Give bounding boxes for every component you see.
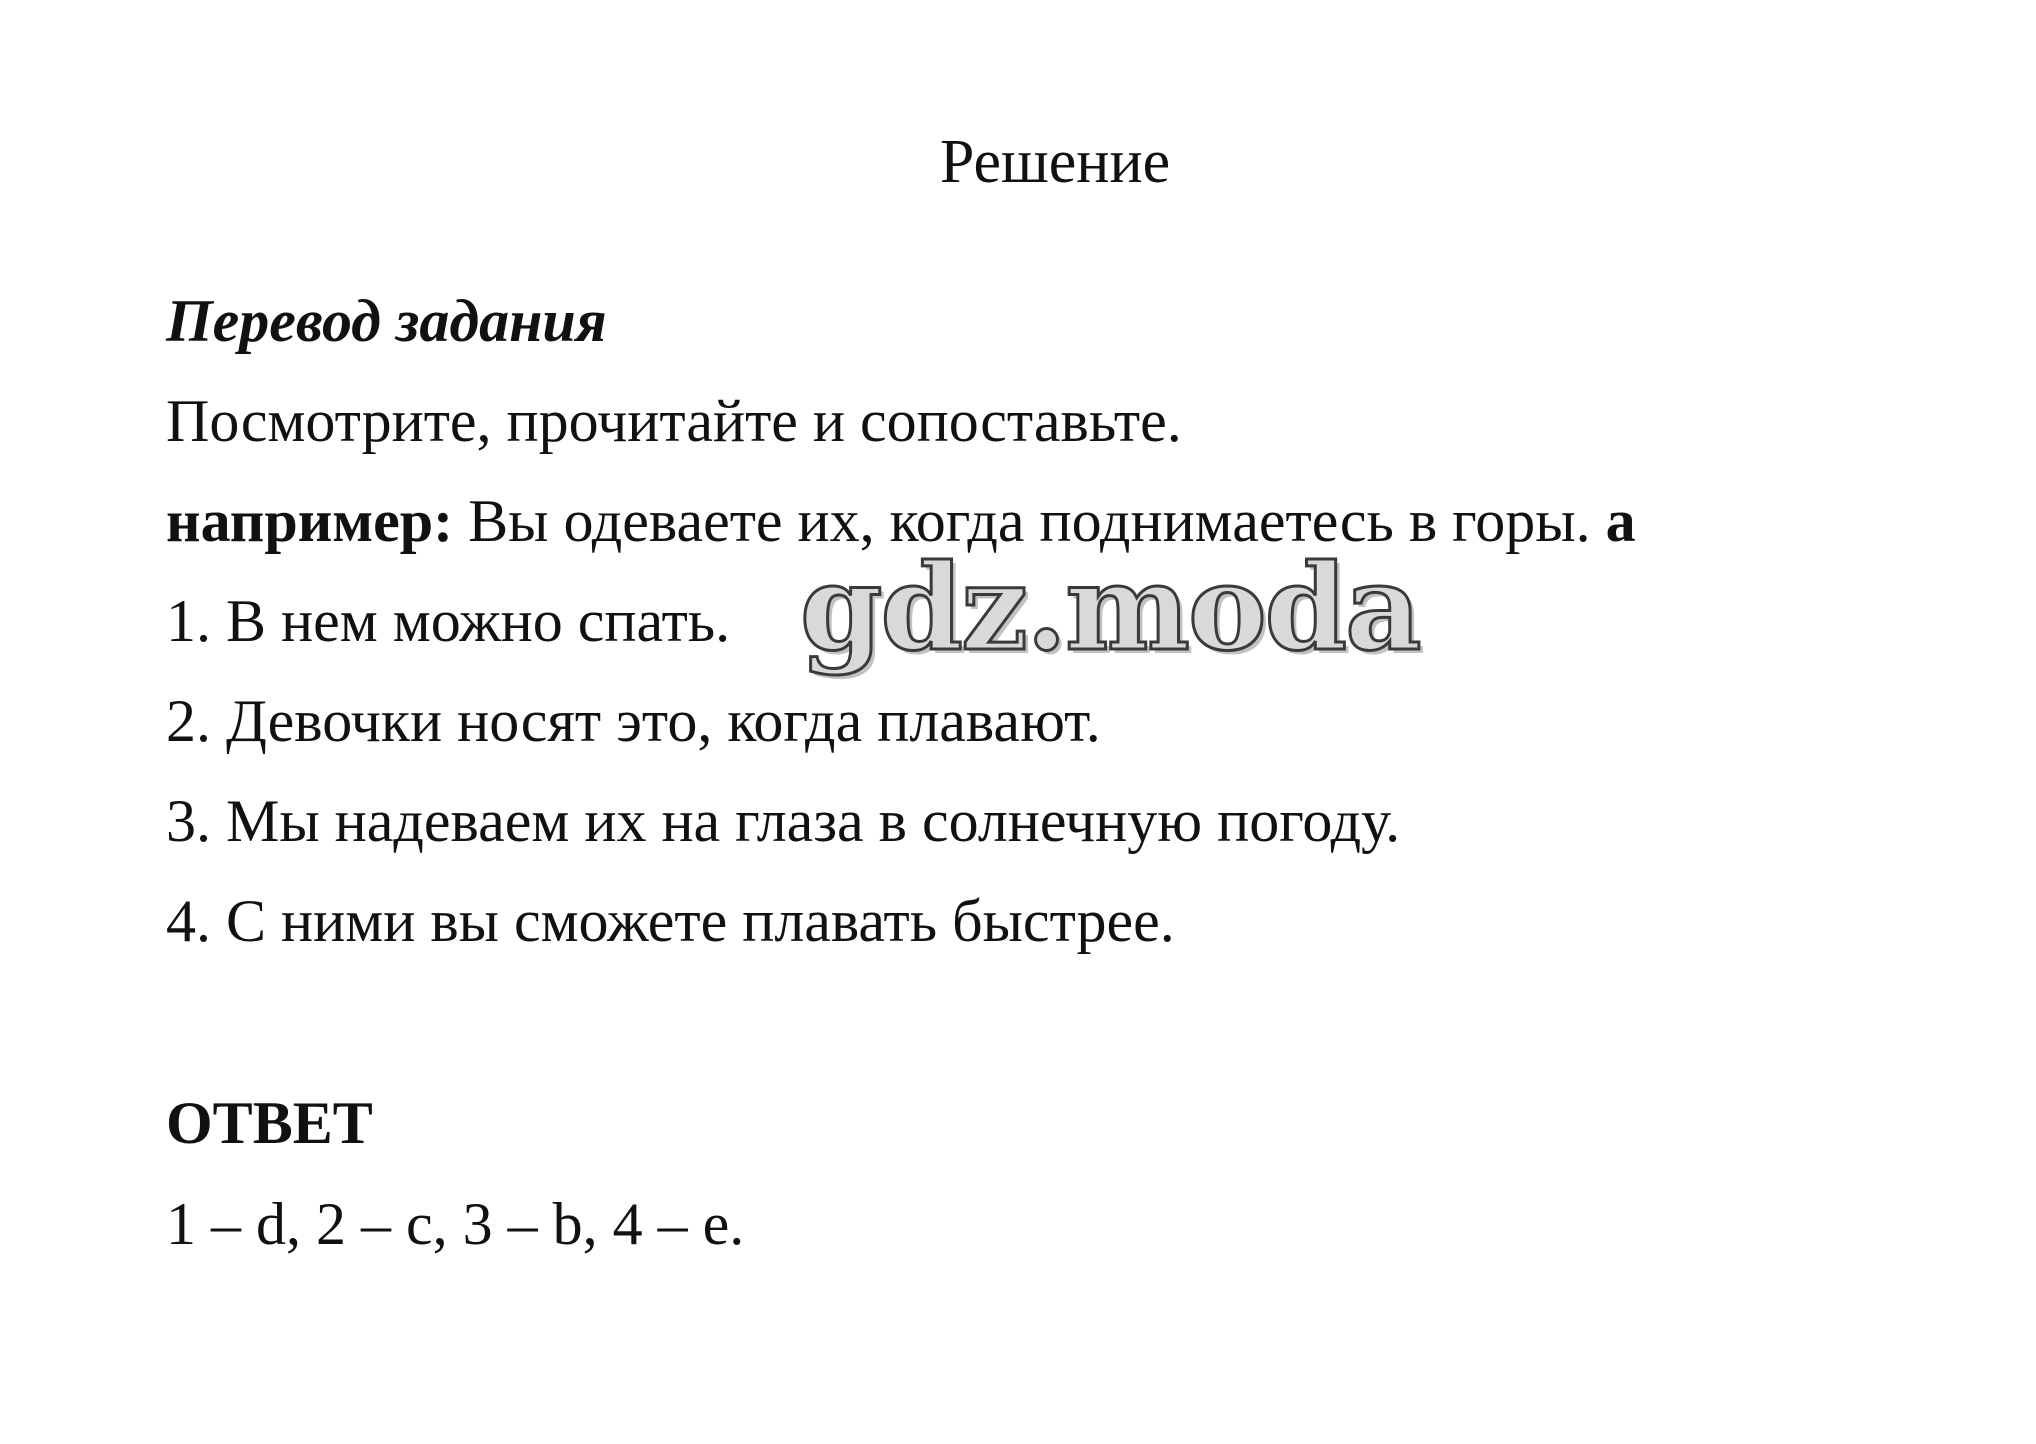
example-label: например:	[166, 488, 454, 554]
list-item: 1. В нем можно спать.	[166, 588, 731, 654]
page-title: Решение	[939, 128, 1171, 196]
instruction-text: Посмотрите, прочитайте и сопоставьте.	[166, 388, 1182, 454]
answer-heading: ОТВЕТ	[166, 1090, 373, 1156]
answer-text: 1 – d, 2 – c, 3 – b, 4 – e.	[166, 1191, 745, 1257]
list-item: 3. Мы надеваем их на глаза в солнечную погоду.	[166, 788, 1401, 854]
example-text: Вы одеваете их, когда поднимаетесь в горы.	[453, 488, 1606, 554]
list-item: 2. Девочки носят это, когда плавают.	[166, 688, 1101, 754]
section-heading: Перевод задания	[166, 288, 607, 354]
list-item: 4. С ними вы сможете плавать быстрее.	[166, 888, 1175, 954]
watermark-logo: gdz.moda	[800, 538, 1420, 677]
example-answer: a	[1605, 488, 1636, 554]
